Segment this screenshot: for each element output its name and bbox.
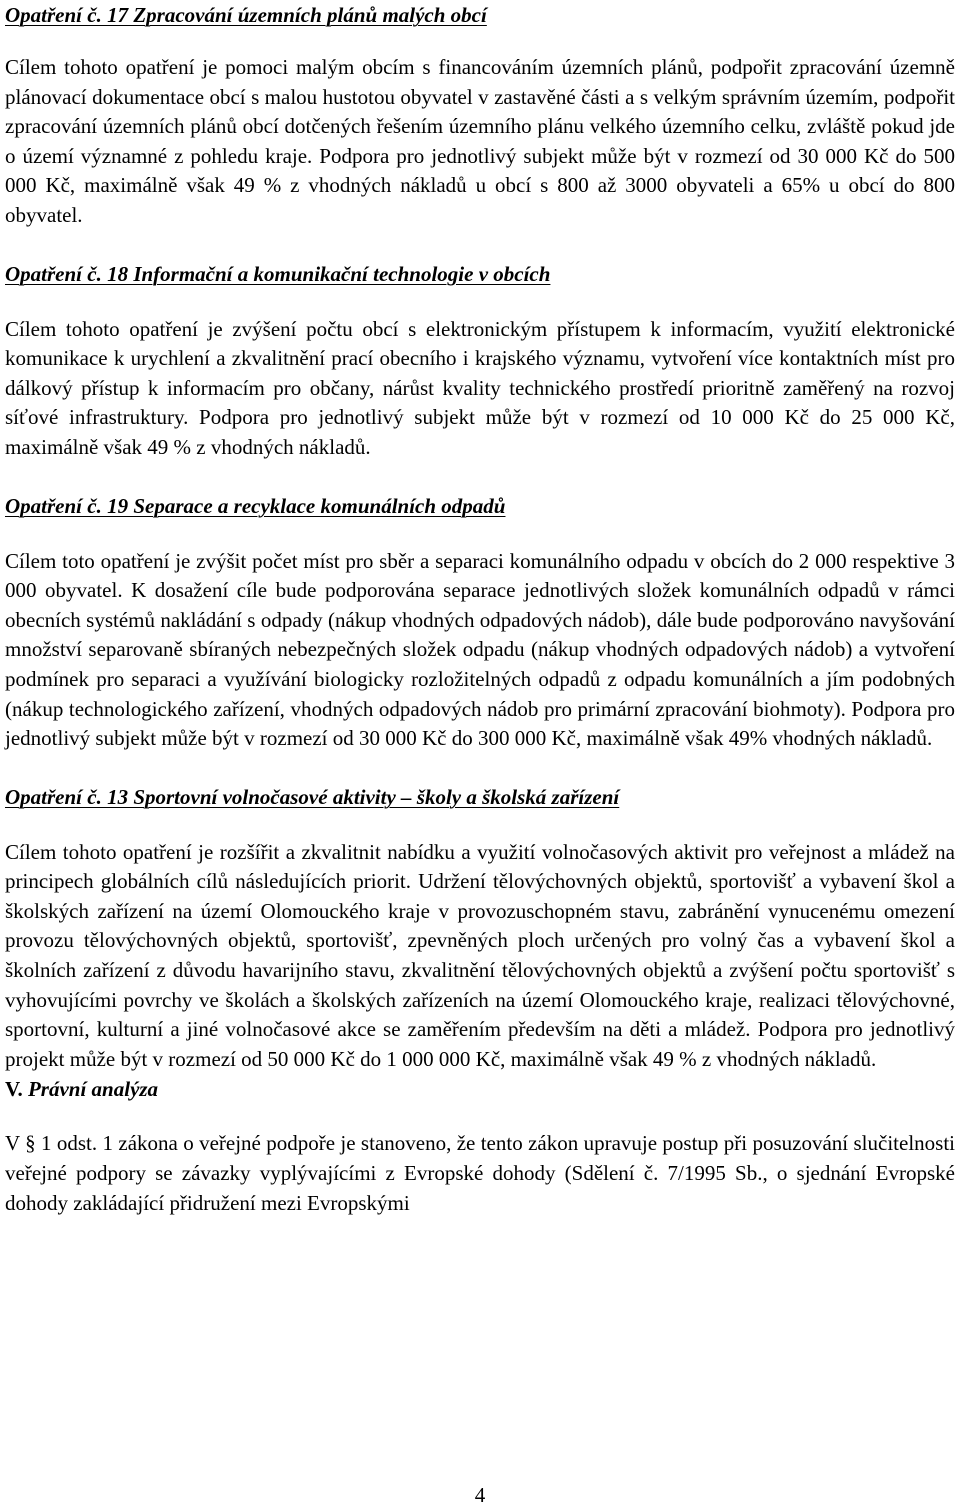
legal-analysis-title: Právní analýza [27,1077,159,1102]
section-body-measure-13: Cílem tohoto opatření je rozšířit a zkvalitnit nabídku a využití volnočasových aktivit pro veřejnost a mládež na principech globálních cílů následujících priorit. Udržení tělovýchovných objektů, sportovišť a vybavení škol a školských zařízení na území Olomouckého kraje v provozuschopném stavu, zabránění vynucenému omezení provozu tělovýchovných objektů, sportovišť, zpevněných ploch určených pro volný čas a vybavení škol a školních zařízení z důvodu havarijního stavu, zkvalitnění tělovýchovných objektů a zvýšení počtu sportovišť s vyhovujícími povrchy ve školách a školských zařízeních na území Olomouckého kraje, realizaci tělovýchovné, sportovní, kulturní a jiné volnočasové akce se zaměřením především na děti a mládež. Podpora pro jednotlivý projekt může být v rozmezí od 50 000 Kč do 1 000 000 Kč, maximálně však 49 % z vhodných nákladů. [5,839,955,1071]
legal-analysis-heading [5,1074,955,1104]
section-body-measure-19: Cílem toto opatření je zvýšit počet míst pro sběr a separaci komunálního odpadu v obcích do 2 000 respektive 3 000 obyvatel. K dosažení cíle bude podporována separace jednotlivých složek komunálních odpadů v rámci obecních systémů nakládání s odpady (nákup vhodných odpadových nádob), dále bude podporováno navyšování množství separovaně sbíraných nebezpečných složek odpadu (nákup vhodných odpadových nádob) a vytvoření podmínek pro separaci a využívání biologicky rozložitelných odpadů z odpadu komunálních a jím podobných (nákup technologického zařízení, vhodných odpadových nádob pro primární zpracování biohmoty). Podpora pro jednotlivý subjekt může být v rozmezí od 30 000 Kč do 300 000 Kč, maximálně však 49% vhodných nákladů. [5,548,955,751]
section-heading-measure-13: Opatření č. 13 Sportovní volnočasové aktivity – školy a školská zařízení [5,784,620,809]
page-number: 4 [474,1483,486,1507]
legal-analysis-body: V § 1 odst. 1 zákona o veřejné podpoře je stanoveno, že tento zákon upravuje postup při posuzování slučitelnosti veřejné podpory se závazky vyplývajícími z Evropské dohody (Sdělení č. 7/1995 Sb., o sjednání Evropské dohody zakládající přidružení mezi Evropskými [5,1131,955,1215]
document-page [5,0,955,1218]
legal-analysis-roman-numeral: V. [5,1077,23,1102]
section-heading-measure-18: Opatření č. 18 Informační a komunikační technologie v obcích [5,261,551,286]
section-heading-measure-19: Opatření č. 19 Separace a recyklace komunálních odpadů [5,493,506,518]
section-body-measure-18: Cílem tohoto opatření je zvýšení počtu obcí s elektronickým přístupem k informacím, využití elektronické komunikace k urychlení a zkvalitnění prací obecního i krajského významu, vytvoření více kontaktních míst pro dálkový přístup k informacím pro občany, nárůst kvality technického prostředí prioritně zaměřený na rozvoj síťové infrastruktury. Podpora pro jednotlivý subjekt může být v rozmezí od 10 000 Kč do 25 000 Kč, maximálně však 49 % z vhodných nákladů. [5,316,955,459]
section-heading-measure-17: Opatření č. 17 Zpracování územních plánů malých obcí [5,3,487,27]
section-body-measure-17: Cílem tohoto opatření je pomoci malým obcím s financováním územních plánů, podpořit zpracování územně plánovací dokumentace obcí s malou hustotou obyvatel v zastavěné části a s velkým správním územím, podpořit zpracování územních plánů obcí dotčených řešením územního plánu velkého územního celku, zvláště pokud jde o území významné z pohledu kraje. Podpora pro jednotlivý subjekt může být v rozmezí od 30 000 Kč do 500 000 Kč, maximálně však 49 % z vhodných nákladů u obcí s 800 až 3000 obyvateli a 65% u obcí do 800 obyvatel. [5,55,955,227]
